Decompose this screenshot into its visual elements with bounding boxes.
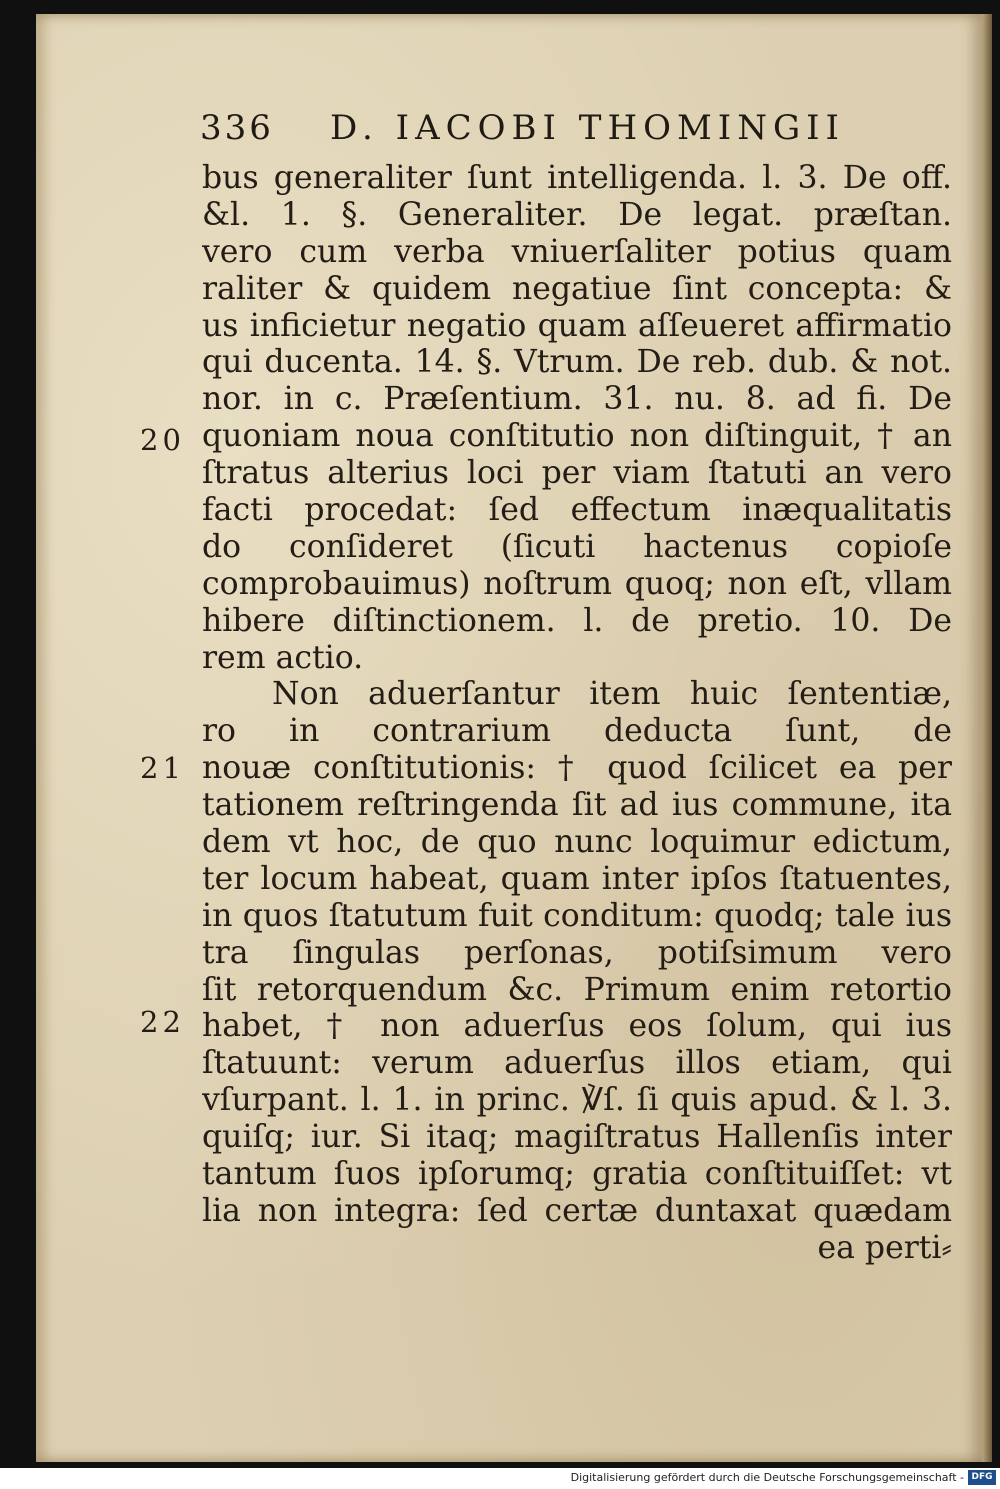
text-line: bus generaliter ſunt intelligenda. l. 3. De off. xyxy=(202,160,952,196)
text-line: vero cum verba vniuerſaliter potius quam xyxy=(202,233,952,270)
text-line: tra ſingulas perſonas, potiſsimum vero xyxy=(202,934,952,971)
text-line: tationem reſtringenda ſit ad ius commune, ita xyxy=(202,787,952,824)
text-line: habet, † non aduerſus eos ſolum, qui ius xyxy=(202,1008,952,1045)
page-edge xyxy=(982,14,992,1462)
body-text xyxy=(202,160,952,1267)
text-line: ſtratus alterius loci per viam ſtatuti an vero xyxy=(202,455,952,492)
text-line: tantum ſuos ipſorumq; gratia conſtituiſſet: vt xyxy=(202,1156,952,1193)
running-header xyxy=(200,108,960,152)
text-line: &l. 1. §. Generaliter. De legat. præſtan. xyxy=(202,196,952,233)
text-line: ro in contrarium deducta ſunt, de xyxy=(202,713,952,750)
text-line: facti procedat: ſed effectum inæqualitatis xyxy=(202,492,952,529)
text-line: rem actio. xyxy=(202,639,364,676)
dfg-logo-icon: DFG xyxy=(968,1470,996,1485)
text-line: ſtatuunt: verum aduerſus illos etiam, qui xyxy=(202,1045,952,1082)
text-line: nor. in c. Præſentium. 31. nu. 8. ad fi. De xyxy=(202,381,952,418)
margin-number-22: 22 xyxy=(140,1005,185,1039)
paragraph-start-line: Non aduerſantur item huic ſententiæ, xyxy=(272,676,952,713)
funding-credit: Digitalisierung gefördert durch die Deutsche Forschungsgemeinschaft - xyxy=(570,1471,964,1484)
text-line: raliter & quidem negatiue ſint concepta: & xyxy=(202,270,952,307)
page-number: 336 xyxy=(200,108,274,148)
text-line: ter locum habeat, quam inter ipſos ſtatuentes, xyxy=(202,860,952,897)
text-line: in quos ſtatutum fuit conditum: quodq; tale ius xyxy=(202,897,952,934)
margin-number-20: 20 xyxy=(140,423,185,457)
text-line: dem vt hoc, de quo nunc loquimur edictum, xyxy=(202,824,952,861)
text-line: hibere diſtinctionem. l. de pretio. 10. De xyxy=(202,602,952,639)
text-line: quoniam noua conſtitutio non diſtinguit, † an xyxy=(202,418,952,455)
catchword: ea perti⸗ xyxy=(817,1229,952,1266)
text-line: lia non integra: ſed certæ duntaxat quædam xyxy=(202,1192,952,1229)
text-line: ſit retorquendum &c. Primum enim retortio xyxy=(202,971,952,1008)
digitization-footer xyxy=(0,1468,1000,1489)
running-title: D. IACOBI THOMINGII xyxy=(330,108,845,148)
text-line: us inficietur negatio quam aſſeueret affirmatio xyxy=(202,307,952,344)
text-line: do conſideret (ſicuti hactenus copioſe xyxy=(202,528,952,565)
margin-number-21: 21 xyxy=(140,751,185,785)
text-line: quiſq; iur. Si itaq; magiſtratus Hallenſis inter xyxy=(202,1119,952,1156)
text-line: qui ducenta. 14. §. Vtrum. De reb. dub. & not. xyxy=(202,344,952,381)
text-line: comprobauimus) noſtrum quoq; non eſt, vllam xyxy=(202,565,952,602)
text-line: nouæ conſtitutionis: † quod ſcilicet ea per xyxy=(202,750,952,787)
text-line: vſurpant. l. 1. in princ. ℣ſ. ſi quis apud. & l. 3. xyxy=(202,1082,952,1119)
